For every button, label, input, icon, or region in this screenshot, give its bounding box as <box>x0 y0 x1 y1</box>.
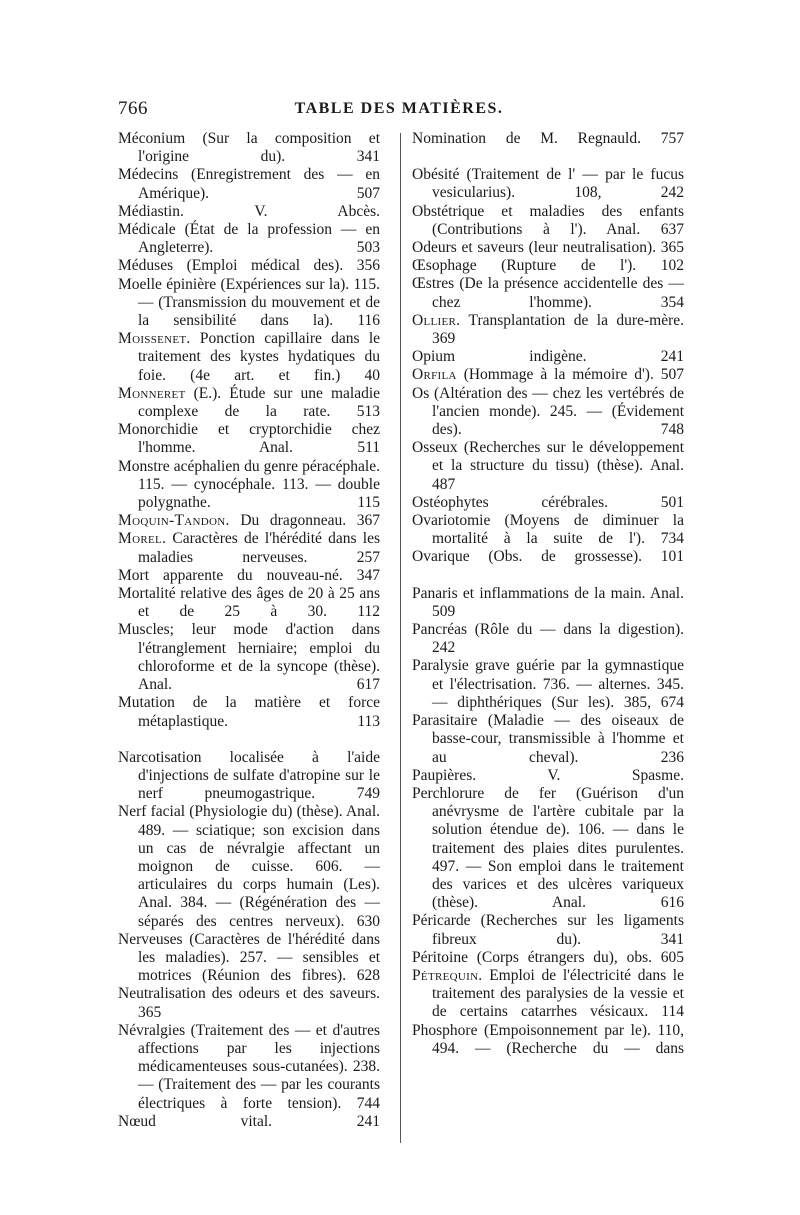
entry-text: Emploi de l'électricité dans le traitement des paralysies de la vessie et de certains catarrhes vésicaux. 114 <box>432 966 684 1021</box>
entry-text: Monorchidie et cryptorchidie chez l'homme. Anal. 511 <box>118 421 380 457</box>
index-entry <box>412 512 684 548</box>
entry-text: Transplantation de la dure-mère. 369 <box>432 311 684 348</box>
author-name: Moquin-Tandon. <box>118 512 230 530</box>
entry-text: Mortalité relative des âges de 20 à 25 ans et de 25 à 30. 112 <box>118 585 380 621</box>
entry-text: Panaris et inflammations de la main. Anal. 509 <box>412 584 684 620</box>
right-column <box>412 130 684 1058</box>
column-divider <box>400 133 401 1143</box>
index-entry <box>412 967 684 1022</box>
entry-text: Ponction capillaire dans le traitement des kystes hydatiques du foie. (4e art. et fin.) 40 <box>138 330 381 384</box>
index-entry <box>412 257 684 275</box>
entry-text: Odeurs et saveurs (leur neutralisation). 365 <box>412 239 684 257</box>
entry-text: Méconium (Sur la composition et l'origine du). 341 <box>118 130 380 166</box>
index-entry <box>118 130 380 166</box>
index-entry <box>412 912 684 948</box>
entry-text: Ostéophytes cérébrales. 501 <box>412 493 684 511</box>
author-name: Moissenet. <box>118 330 191 348</box>
index-entry <box>412 439 684 494</box>
index-entry <box>118 530 380 566</box>
author-name: Monneret <box>118 384 186 402</box>
index-entry <box>118 257 380 275</box>
entry-text: Mort apparente du nouveau-né. 347 <box>118 566 380 584</box>
index-entry <box>412 548 684 566</box>
index-entry <box>412 275 684 311</box>
entry-text: Pancréas (Rôle du — dans la digestion). 242 <box>412 621 684 657</box>
entry-text: Phosphore (Empoisonnement par le). 110, 494. — (Recherche du — dans <box>412 1021 684 1057</box>
index-entry <box>118 421 380 457</box>
entry-text: Médicale (État de la profession — en Angleterre). 503 <box>118 221 380 257</box>
entry-text: Nerveuses (Caractères de l'hérédité dans les maladies). 257. — sensibles et motrices (Réunion des fibres). 628 <box>118 930 380 985</box>
index-entry <box>118 621 380 694</box>
entry-text: Obstétrique et maladies des enfants (Contributions à l'). Anal. 637 <box>412 202 684 238</box>
entry-text: Monstre acéphalien du genre péracéphale. 115. — cynocéphale. 113. — double polygnathe. 115 <box>118 457 380 512</box>
index-entry <box>412 348 684 366</box>
entry-text: Muscles; leur mode d'action dans l'étranglement herniaire; emploi du chloroforme et de la syncope (thèse). Anal. 617 <box>118 621 380 694</box>
author-name: Orfila <box>412 366 457 384</box>
index-entry <box>412 130 684 148</box>
index-entry <box>412 585 684 621</box>
entry-text: Os (Altération des — chez les vertébrés de l'ancien monde). 245. — (Évidement des). 748 <box>412 384 684 439</box>
page-number: 766 <box>118 98 148 119</box>
author-name: Ollier. <box>412 311 461 329</box>
index-entry <box>412 657 684 712</box>
index-entry <box>118 385 380 421</box>
author-name: Morel. <box>118 530 167 548</box>
running-head <box>118 98 680 128</box>
index-entry <box>118 803 380 930</box>
index-entry <box>412 1022 684 1058</box>
index-entry <box>118 221 380 257</box>
index-entry <box>118 166 380 202</box>
index-entry <box>118 585 380 621</box>
index-entry <box>412 166 684 202</box>
entry-text: Ovarique (Obs. de grossesse). 101 <box>412 548 684 566</box>
index-entry <box>118 458 380 513</box>
entry-text: Opium indigène. 241 <box>412 348 684 366</box>
index-entry <box>118 694 380 730</box>
index-entry <box>412 621 684 657</box>
index-entry <box>118 931 380 986</box>
entry-text: Caractères de l'hérédité dans les maladies nerveuses. 257 <box>138 530 381 566</box>
entry-text: Nomination de M. Regnauld. 757 <box>412 130 684 147</box>
index-entry <box>412 785 684 912</box>
index-entry <box>118 567 380 585</box>
entry-text: Ovariotomie (Moyens de diminuer la mortalité à la suite de l'). 734 <box>412 512 684 548</box>
index-entry <box>118 985 380 1021</box>
index-entry <box>118 1113 380 1131</box>
index-entry <box>118 1022 380 1113</box>
entry-text: (Hommage à la mémoire d'). 507 <box>463 366 684 384</box>
entry-text: Névralgies (Traitement des — et d'autres affections par les injections médicamenteuses sous-cutanées). 238. — (Traitement des — par les courants électriques à forte tension). 744 <box>118 1021 380 1112</box>
index-entry <box>412 239 684 257</box>
page-title: TABLE DES MATIÈRES. <box>294 100 504 117</box>
entry-text: Méduses (Emploi médical des). 356 <box>118 257 380 275</box>
index-entry <box>412 949 684 967</box>
index-entry <box>118 276 380 331</box>
entry-text: Paupières. V. Spasme. <box>412 766 684 784</box>
index-entry <box>412 385 684 440</box>
entry-text: Paralysie grave guérie par la gymnastique et l'électrisation. 736. — alternes. 345. — diphthériques (Sur les). 385, 674 <box>412 657 684 711</box>
entry-text: Nerf facial (Physiologie du) (thèse). Anal. 489. — sciatique; son excision dans un cas de névralgie affectant un moignon de cuisse. 606. — articulaires du corps humain (Les). Anal. 384. — (Régénération des — séparés des centres nerveux). 630 <box>118 803 380 930</box>
entry-text: Narcotisation localisée à l'aide d'injections de sulfate d'atropine sur le nerf pneumogastrique. 749 <box>118 748 380 803</box>
left-column <box>118 130 380 1131</box>
entry-text: Œstres (De la présence accidentelle des — chez l'homme). 354 <box>412 275 684 311</box>
entry-text: Médecins (Enregistrement des — en Amérique). 507 <box>118 166 380 202</box>
entry-text: Moelle épinière (Expériences sur la). 115. — (Transmission du mouvement et de la sensibilité dans la). 116 <box>118 275 380 330</box>
index-entry <box>412 366 684 384</box>
entry-text: Parasitaire (Maladie — des oiseaux de basse-cour, transmissible à l'homme et au cheval). 236 <box>412 712 684 766</box>
index-entry <box>412 312 684 348</box>
index-entry <box>412 767 684 785</box>
index-entry <box>118 749 380 804</box>
entry-text: Neutralisation des odeurs et des saveurs. 365 <box>118 985 380 1021</box>
index-entry <box>118 512 380 530</box>
index-entry <box>412 203 684 239</box>
entry-text: Perchlorure de fer (Guérison d'un anévrysme de l'artère cubitale par la solution étendue de). 106. — dans le traitement des plaies dites purulentes. 497. — Son emploi dans le traitement des varices et des ulcères variqueux (thèse). Anal. 616 <box>412 784 684 912</box>
author-name: Pétrequin. <box>412 966 483 984</box>
entry-text: Mutation de la matière et force métaplastique. 113 <box>118 694 380 730</box>
index-entry <box>412 712 684 767</box>
entry-text: Obésité (Traitement de l' — par le fucus vesicularius). 108, 242 <box>412 166 684 202</box>
index-entry <box>118 203 380 221</box>
entry-text: Œsophage (Rupture de l'). 102 <box>412 257 684 275</box>
index-entry <box>412 494 684 512</box>
entry-text: Du dragonneau. 367 <box>240 512 380 530</box>
entry-text: Médiastin. V. Abcès. <box>118 202 380 220</box>
entry-text: Nœud vital. 241 <box>118 1112 380 1130</box>
entry-text: (E.). Étude sur une maladie complexe de la rate. 513 <box>138 384 381 421</box>
entry-text: Péricarde (Recherches sur les ligaments fibreux du). 341 <box>412 912 684 948</box>
entry-text: Péritoine (Corps étrangers du), obs. 605 <box>412 948 684 966</box>
entry-text: Osseux (Recherches sur le développement et la structure du tissu) (thèse). Anal. 487 <box>412 439 684 493</box>
index-entry <box>118 330 380 385</box>
